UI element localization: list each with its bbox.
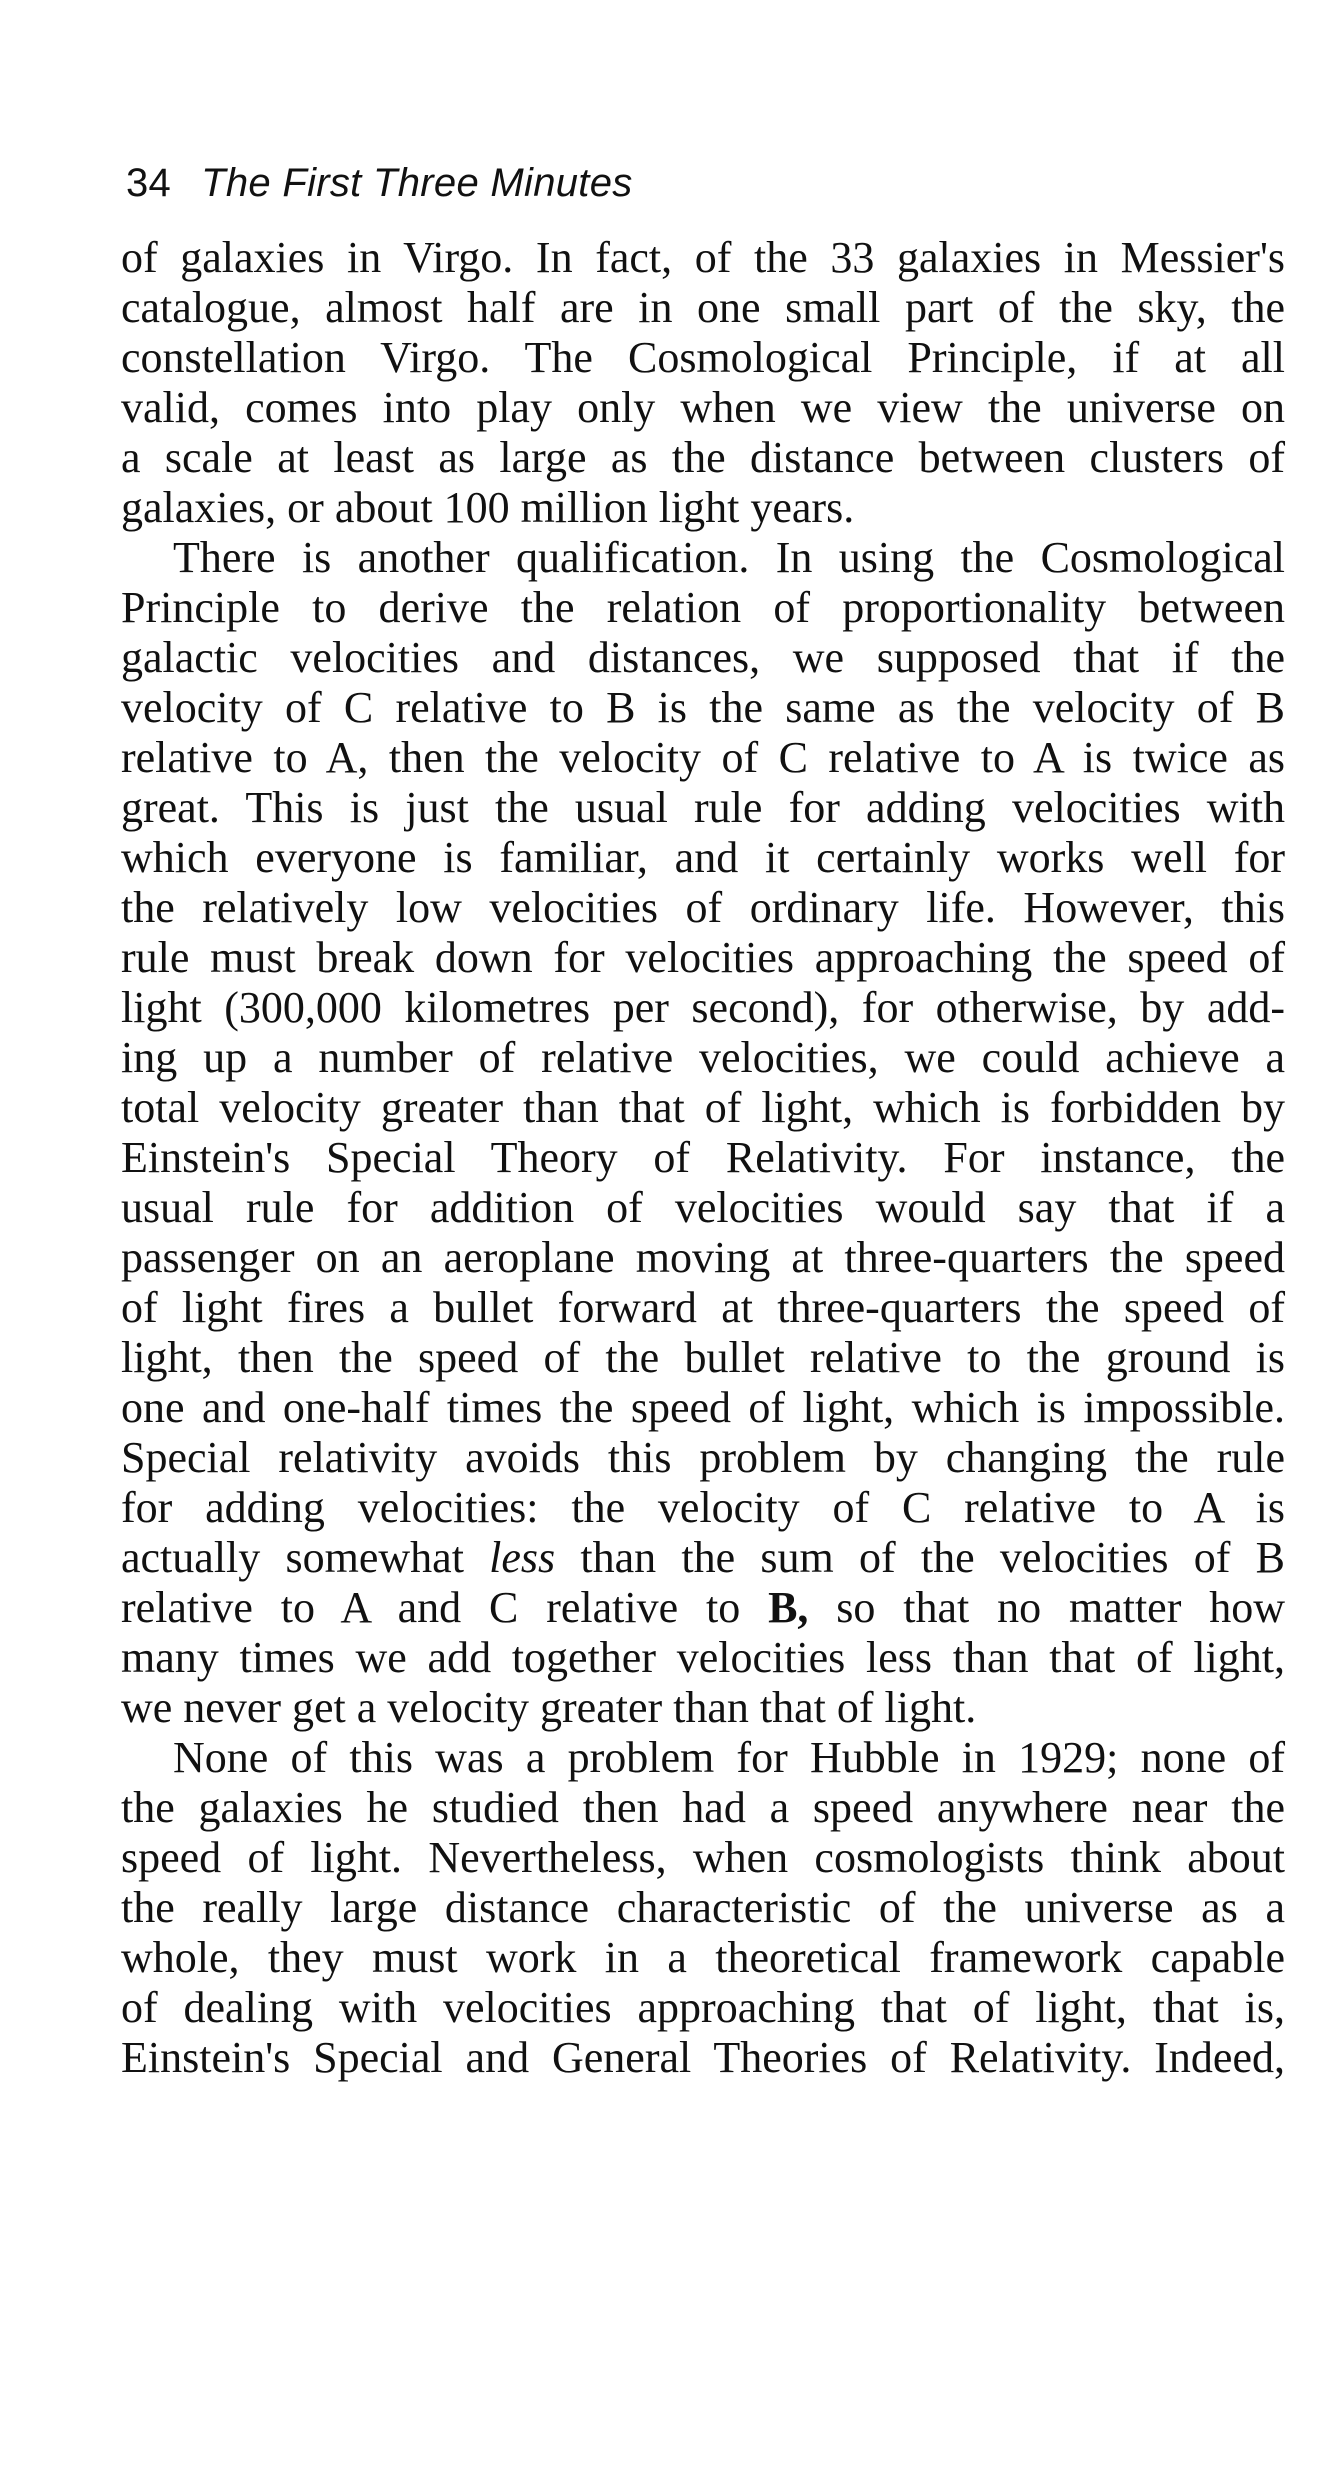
text-line: galactic velocities and distances, we supposed that if the [121,633,1285,682]
emphasized-word: less [489,1533,556,1582]
text-line: ing up a number of relative velocities, we could achieve a [121,1033,1285,1082]
book-title: The First Three Minutes [201,161,633,205]
text-line: of galaxies in Virgo. In fact, of the 33 galaxies in Messier's [121,233,1285,282]
text-line: of light fires a bullet forward at three-quarters the speed of [121,1283,1285,1332]
text-line: Principle to derive the relation of proportionality between [121,583,1285,632]
text-line: galaxies, or about 100 million light years. [121,483,855,532]
bold-letter: B, [768,1583,809,1632]
text-line: which everyone is familiar, and it certainly works well for [121,833,1285,882]
text-line: one and one-half times the speed of light, which is impossible. [121,1383,1285,1432]
text-line: velocity of C relative to B is the same as the velocity of B [121,683,1285,732]
text-line: speed of light. Nevertheless, when cosmologists think about [121,1833,1285,1882]
line-segment: than the sum of the velocities of B [555,1533,1286,1582]
text-line: the really large distance characteristic of the universe as a [121,1883,1285,1932]
text-line: we never get a velocity greater than that of light. [121,1683,977,1732]
text-line-bold [121,1583,1285,1633]
text-line: Special relativity avoids this problem by changing the rule [121,1433,1285,1482]
text-line-emphasis [121,1533,1285,1583]
line-segment: relative to A and C relative to [121,1583,769,1632]
text-line: whole, they must work in a theoretical framework capable [121,1933,1285,1982]
text-line: many times we add together velocities less than that of light, [121,1633,1285,1682]
text-line: relative to A, then the velocity of C relative to A is twice as [121,733,1285,782]
text-line: great. This is just the usual rule for adding velocities with [121,783,1285,832]
text-line: usual rule for addition of velocities would say that if a [121,1183,1285,1232]
text-line: There is another qualification. In using the Cosmological [173,533,1285,582]
text-line: rule must break down for velocities approaching the speed of [121,933,1285,982]
line-segment: so that no matter how [808,1583,1285,1632]
text-line: Einstein's Special Theory of Relativity. For instance, the [121,1133,1285,1182]
text-line: light, then the speed of the bullet relative to the ground is [121,1333,1285,1382]
body-text [121,233,1285,2083]
paragraph-1 [121,233,1285,533]
text-line: constellation Virgo. The Cosmological Principle, if at all [121,333,1285,382]
text-line: catalogue, almost half are in one small part of the sky, the [121,283,1285,332]
text-line: total velocity greater than that of light, which is forbidden by [121,1083,1285,1132]
text-line: the relatively low velocities of ordinary life. However, this [121,883,1285,932]
running-head [126,158,633,208]
text-line: of dealing with velocities approaching that of light, that is, [121,1983,1285,2032]
text-line: light (300,000 kilometres per second), for otherwise, by add- [121,983,1285,1032]
line-segment: actually somewhat [121,1533,490,1582]
page-number: 34 [126,161,172,205]
text-line: passenger on an aeroplane moving at three-quarters the speed [121,1233,1285,1282]
text-line: None of this was a problem for Hubble in 1929; none of [173,1733,1285,1782]
text-line: a scale at least as large as the distance between clusters of [121,433,1285,482]
text-line: the galaxies he studied then had a speed anywhere near the [121,1783,1285,1832]
text-line: valid, comes into play only when we view the universe on [121,383,1285,432]
text-line: Einstein's Special and General Theories of Relativity. Indeed, [121,2033,1285,2082]
paragraph-3 [121,1733,1285,2083]
text-line: for adding velocities: the velocity of C relative to A is [121,1483,1285,1532]
paragraph-2 [121,533,1285,1733]
